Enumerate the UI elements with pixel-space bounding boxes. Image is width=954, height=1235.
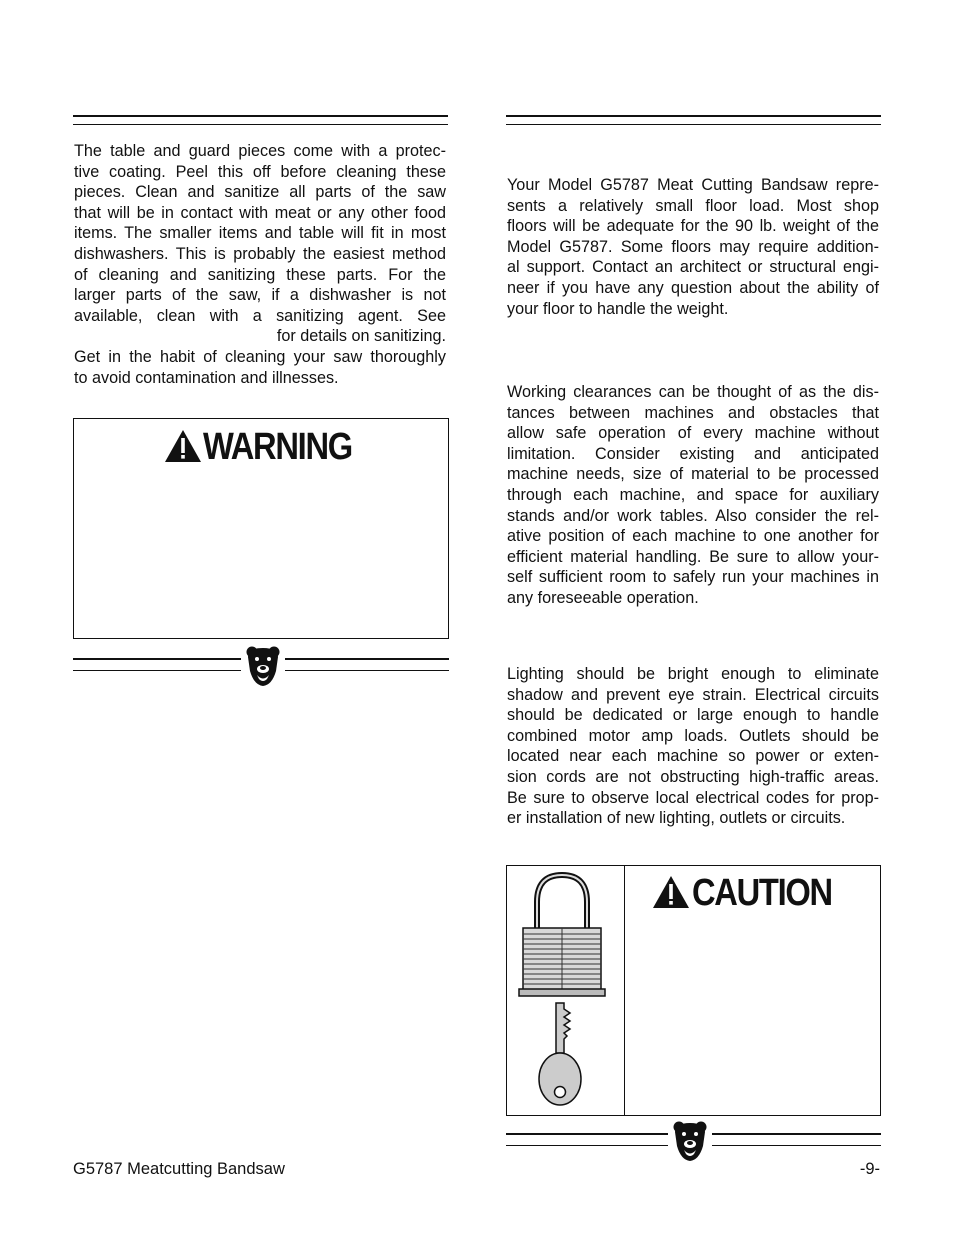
bear-logo-icon	[245, 645, 281, 687]
padlock-icon	[517, 872, 607, 998]
text-line: ative position of each machine to one another for	[507, 527, 879, 546]
text-line: combined motor amp loads. Outlets should be	[507, 726, 879, 745]
cleanup-paragraph	[74, 141, 446, 388]
divider-rule	[712, 1145, 881, 1146]
text-line: efficient material handling. Be sure to allow your-	[507, 547, 879, 566]
text-line: allow safe operation of every machine without	[507, 424, 879, 443]
divider-rule	[73, 670, 241, 671]
text-line: that will be in contact with meat or any other food	[74, 203, 446, 222]
text-line: Lighting should be bright enough to eliminate	[507, 665, 879, 683]
text-line: through each machine, and space for auxiliary	[507, 485, 879, 504]
text-line: larger parts of the saw, if a dishwasher is not	[74, 286, 446, 305]
text-line: Get in the habit of cleaning your saw thoroughly	[74, 347, 446, 366]
text-line: stands and/or work tables. Also consider the rel-	[507, 506, 879, 525]
text-line: tive coating. Peel this off before cleaning these	[74, 162, 446, 181]
warning-box	[73, 418, 449, 639]
working-clearances-paragraph	[507, 382, 879, 609]
text-line: to avoid contamination and illnesses.	[74, 368, 339, 387]
text-line: neer if you have any question about the ability of	[507, 278, 879, 297]
divider-rule	[73, 658, 241, 660]
text-line: Your Model G5787 Meat Cutting Bandsaw repre-	[507, 176, 879, 194]
text-line: items. The smaller items and table will fit in most	[74, 224, 446, 243]
text-line: limitation. Consider existing and anticipated	[507, 444, 879, 463]
text-line: should be dedicated or large enough to handle	[507, 706, 879, 725]
left-heading-rule	[73, 115, 448, 117]
divider-rule	[712, 1133, 881, 1135]
caution-image-divider	[624, 866, 625, 1115]
text-line: located near each machine so power or exten-	[507, 747, 879, 766]
text-line: shadow and prevent eye strain. Electrical circuits	[507, 685, 879, 704]
footer-document-title: G5787 Meatcutting Bandsaw	[73, 1160, 285, 1178]
text-line: machine needs, size of material to be processed	[507, 465, 879, 484]
bear-logo-icon	[672, 1120, 708, 1162]
divider-rule	[285, 670, 449, 671]
divider-rule	[506, 1145, 668, 1146]
text-line: sion cords are not obstructing high-traffic areas.	[507, 767, 879, 786]
caution-signal-word: CAUTION	[692, 872, 832, 914]
right-heading-rule-thin	[506, 124, 881, 125]
caution-box	[506, 865, 881, 1116]
text-line: Be sure to observe local electrical codes for prop-	[507, 788, 879, 807]
text-line: sents a relatively small floor load. Most shop	[507, 196, 879, 215]
floor-load-paragraph	[507, 175, 879, 319]
text-line: er installation of new lighting, outlets or circuits.	[507, 809, 846, 828]
text-line: your floor to handle the weight.	[507, 299, 729, 318]
text-line: Working clearances can be thought of as the dis-	[507, 383, 879, 401]
text-line: pieces. Clean and sanitize all parts of the saw	[74, 183, 446, 202]
key-icon	[537, 1001, 587, 1109]
text-line: The table and guard pieces come with a protec-	[74, 142, 446, 160]
text-line: any foreseeable operation.	[507, 588, 699, 607]
left-heading-rule-thin	[73, 124, 448, 125]
text-line: Model G5787. Some floors may require addition-	[507, 237, 879, 256]
text-line: floors will be adequate for the 90 lb. weight of the	[507, 217, 879, 236]
footer-page-number: -9-	[859, 1160, 880, 1178]
right-heading-rule	[506, 115, 881, 117]
text-line: tances between machines and obstacles that	[507, 403, 879, 422]
text-line: al support. Contact an architect or structural engi-	[507, 258, 879, 277]
text-line: for details on sanitizing.	[276, 327, 446, 346]
warning-triangle-icon	[652, 875, 690, 909]
text-line: of cleaning and sanitizing these parts. For the	[74, 265, 446, 284]
text-line: self sufficient room to safely run your machines in	[507, 568, 879, 587]
warning-signal-word: WARNING	[203, 426, 352, 468]
text-line: available, clean with a sanitizing agent. See	[74, 306, 446, 325]
divider-rule	[506, 1133, 668, 1135]
text-line: dishwashers. This is probably the easiest method	[74, 244, 446, 263]
divider-rule	[285, 658, 449, 660]
warning-triangle-icon	[164, 429, 202, 463]
lighting-outlets-paragraph	[507, 664, 879, 829]
